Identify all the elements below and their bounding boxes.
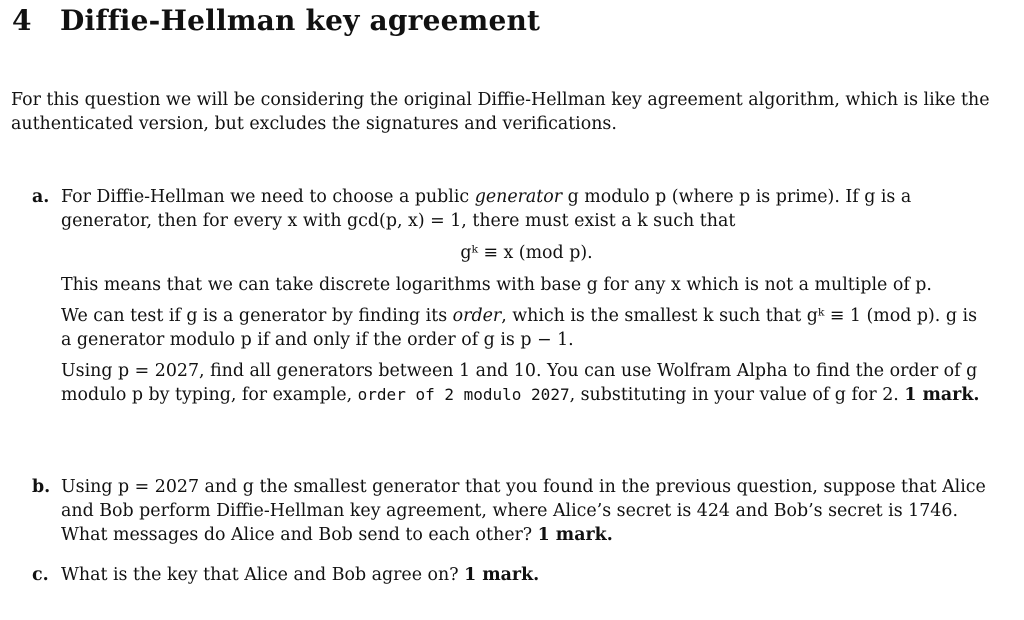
emphasis-order: order [452,306,502,326]
question-item-b [32,475,992,547]
mark-label: 1 mark. [904,385,980,405]
text-run: For Diffie-Hellman we need to choose a public [61,187,475,207]
section-number: 4 [12,4,32,37]
question-item-a [32,185,992,407]
mark-label: 1 mark. [464,565,540,585]
text-run: , substituting in your value of g for 2. [569,385,905,405]
section-heading [12,4,540,37]
item-label-c: c. [32,565,49,585]
display-equation: gᵏ ≡ x (mod p). [460,243,593,263]
item-body-b [61,475,992,547]
intro-paragraph: For this question we will be considering the original Diffie-Hellman key agreement algorithm, which is like the authenticated version, but excludes the signatures and verifications. [11,90,990,134]
text-run: Using p = 2027, find all generators between 1 and 10. You can use Wolfram Alpha to find the order of g modulo p by typing, for example, [61,361,978,405]
text-run: We can test if g is a generator by finding its [61,306,453,326]
section-title: Diffie-Hellman key agreement [60,4,541,37]
item-label-a: a. [32,187,50,207]
item-a-paragraph-1 [61,185,992,233]
item-body-a [61,185,992,407]
text-run: Using p = 2027 and g the smallest generator that you found in the previous question, suppose that Alice and Bob perform Diffie-Hellman key agreement, where Alice’s secret is 424 and Bob’s secret is 1746. What messages do Alice and Bob send to each other? [61,477,986,545]
emphasis-generator: generator [474,187,563,207]
item-a-paragraph-4 [61,359,992,407]
item-a-paragraph-3 [61,304,992,352]
item-label-b: b. [32,477,51,497]
text-run: , which is the smallest k such that gᵏ ≡ 1 (mod p). g is a generator modulo p if and only if the order of g is p − 1. [61,306,977,350]
text-run: What is the key that Alice and Bob agree on? [61,565,465,585]
question-item-c [32,563,992,587]
item-a-paragraph-2: This means that we can take discrete logarithms with base g for any x which is not a multiple of p. [61,275,932,295]
item-body-c [61,563,992,587]
text-run: g modulo p (where p is prime). If g is a generator, then for every x with gcd(p, x) = 1, there must exist a k such that [61,187,912,231]
code-snippet: order of 2 modulo 2027 [357,385,570,404]
mark-label: 1 mark. [537,525,613,545]
